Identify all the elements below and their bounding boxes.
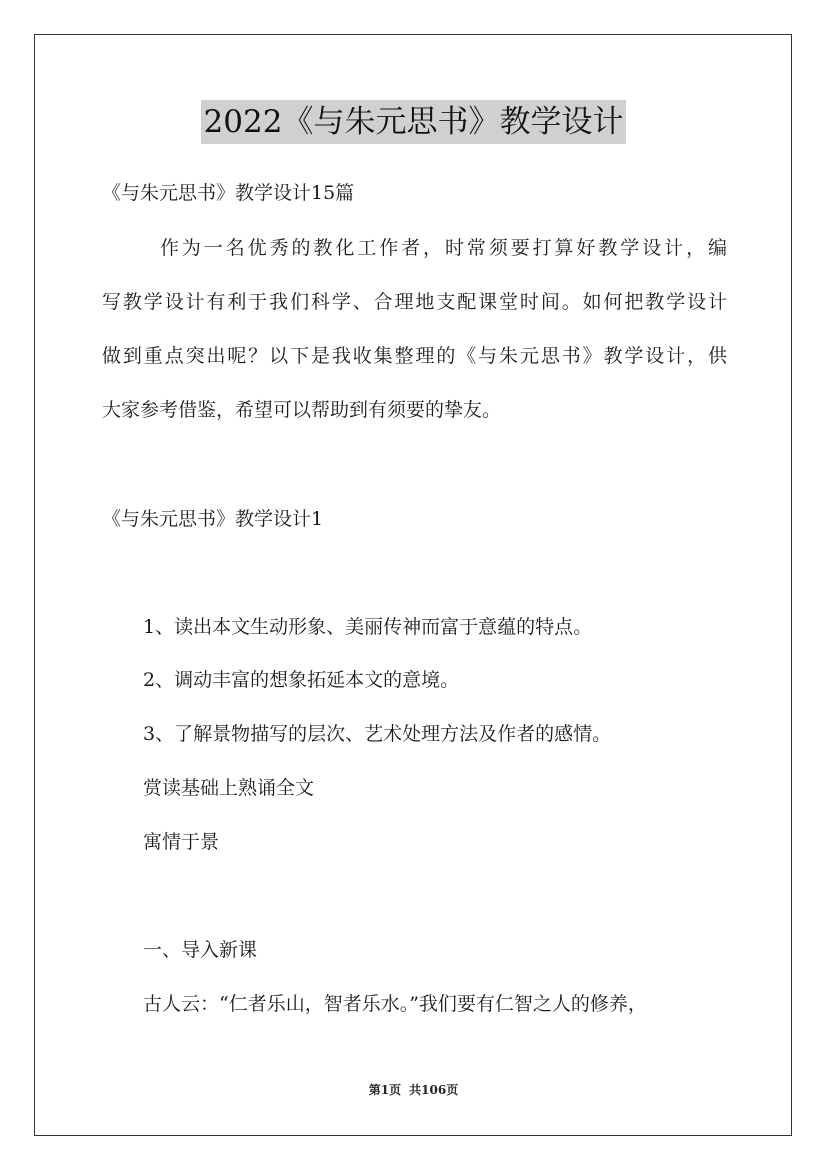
intro-line-3: 做到重点突出呢？以下是我收集整理的《与朱元思书》教学设计，供	[102, 345, 727, 367]
step-text: 古人云：“仁者乐山，智者乐水。”我们要有仁智之人的修养，	[143, 993, 647, 1015]
document-title: 2022《与朱元思书》教学设计	[201, 100, 627, 144]
document-subtitle: 《与朱元思书》教学设计15篇	[102, 182, 355, 204]
objective-3: 3、了解景物描写的层次、艺术处理方法及作者的感情。	[143, 723, 612, 745]
objective-1: 1、读出本文生动形象、美丽传神而富于意蕴的特点。	[143, 616, 593, 638]
intro-line-1: 作为一名优秀的教化工作者，时常须要打算好教学设计，编	[160, 237, 727, 259]
intro-line-4: 大家参考借鉴，希望可以帮助到有须要的挚友。	[102, 399, 502, 421]
key-point: 赏读基础上熟诵全文	[143, 777, 315, 799]
step-heading: 一、导入新课	[143, 939, 258, 961]
title-container	[0, 100, 827, 144]
difficulty: 寓情于景	[143, 831, 220, 853]
intro-line-2: 写教学设计有利于我们科学、合理地支配课堂时间。如何把教学设计	[102, 291, 727, 313]
page-total: 共106页	[409, 1083, 459, 1097]
page-footer	[0, 1081, 827, 1099]
section-heading: 《与朱元思书》教学设计1	[102, 508, 324, 530]
objective-2: 2、调动丰富的想象拓延本文的意境。	[143, 669, 460, 691]
page-number: 第1页	[368, 1083, 402, 1097]
